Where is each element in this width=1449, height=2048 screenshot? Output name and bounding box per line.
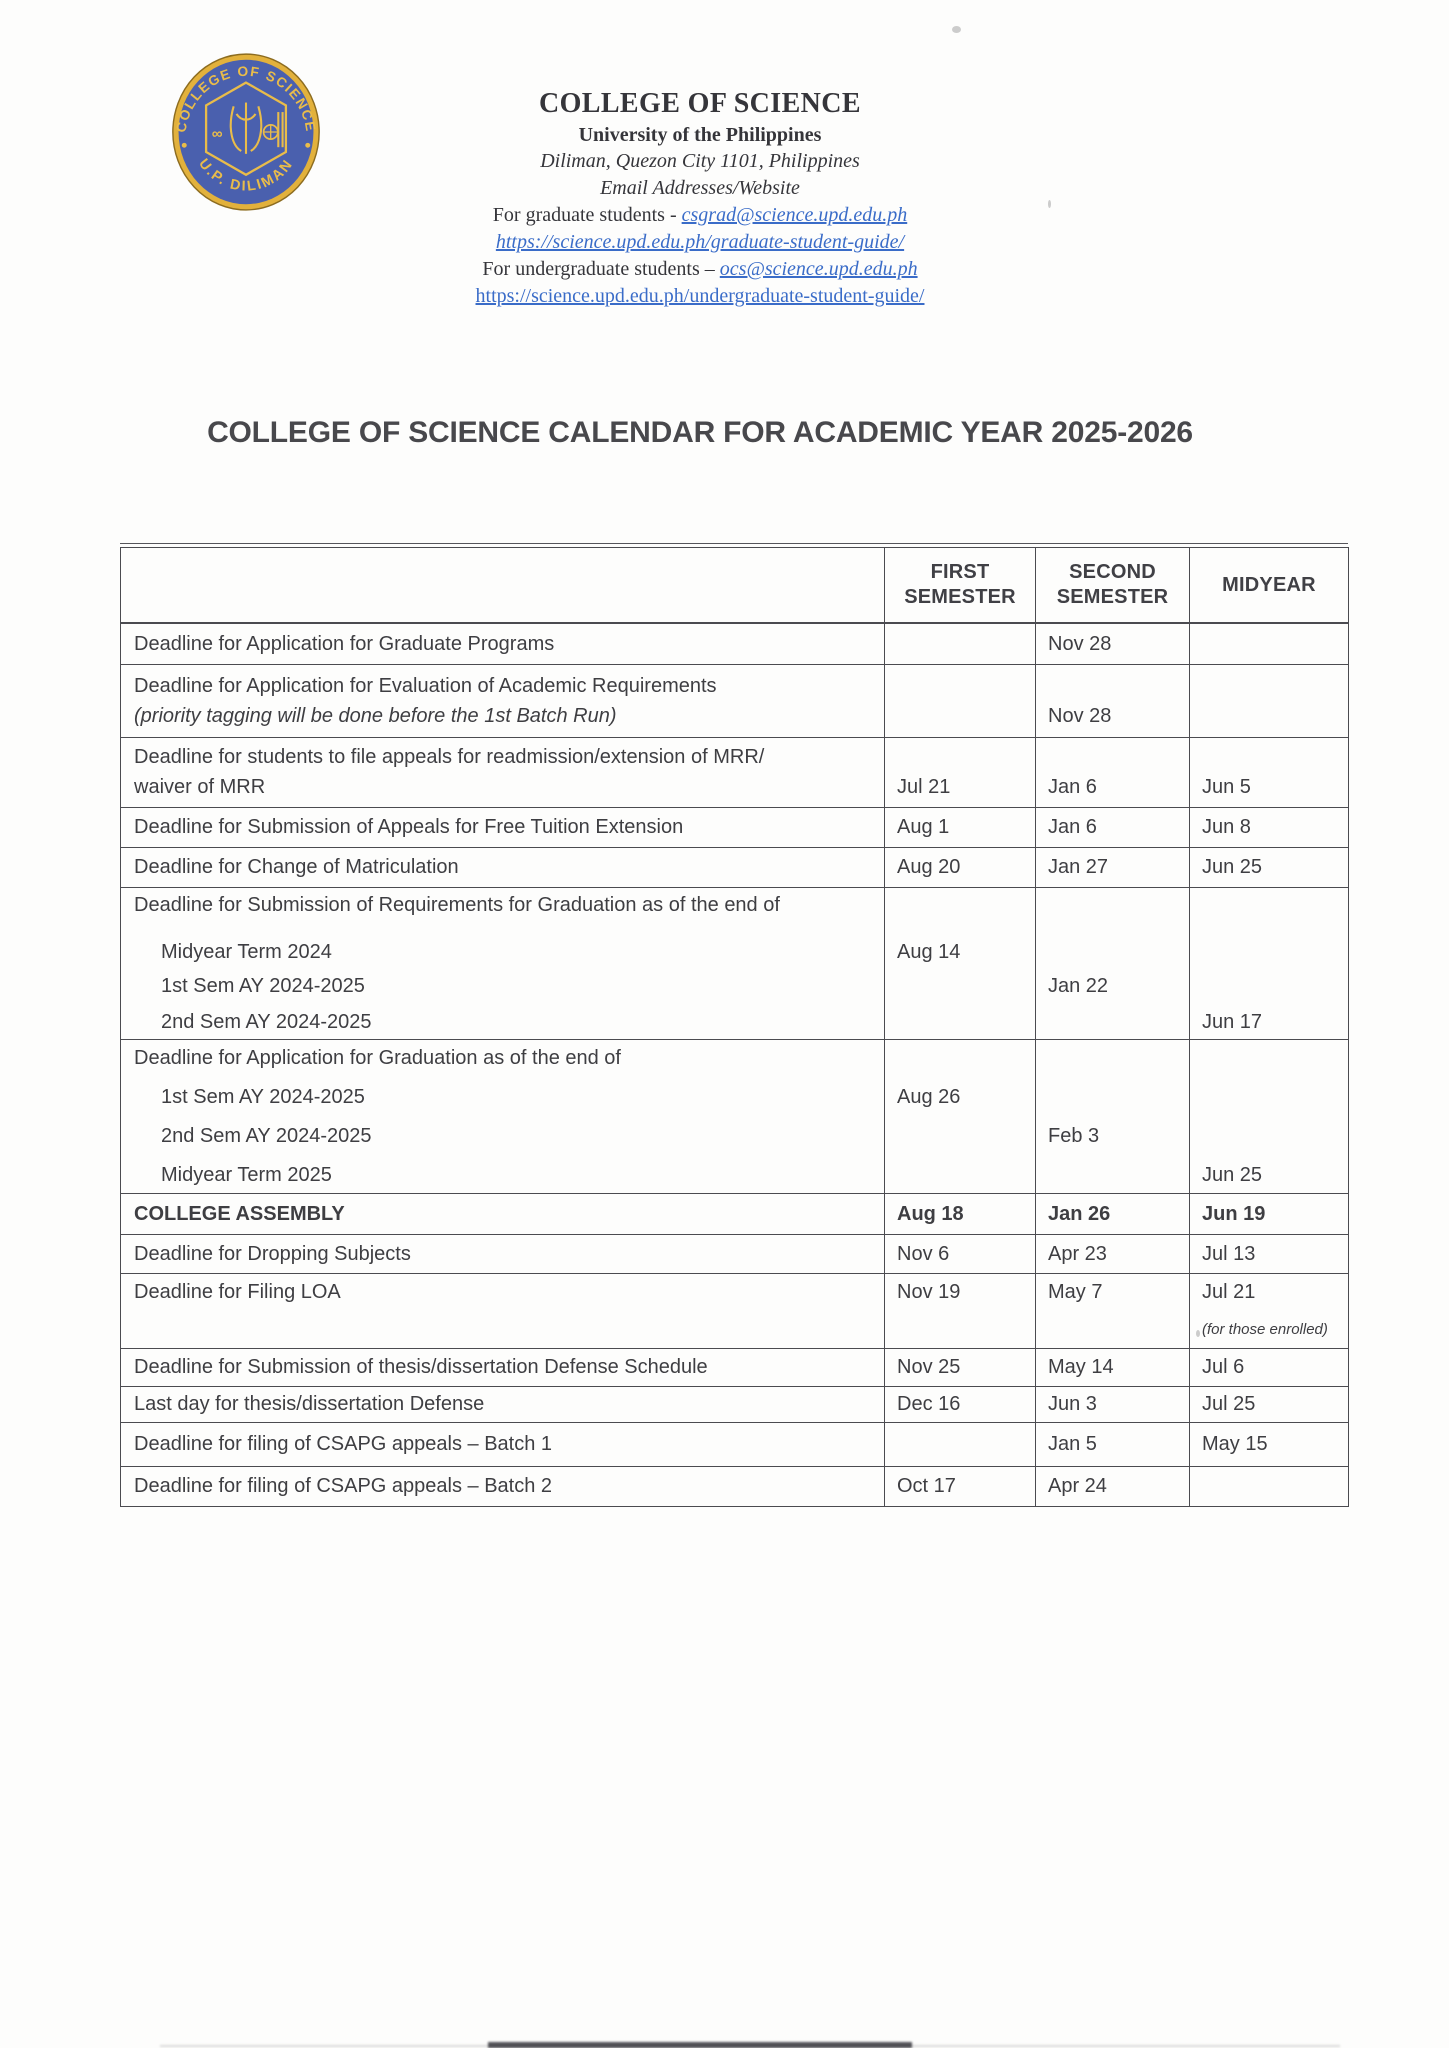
first-semester-date-cell [885,1348,1036,1386]
email-heading: Email Addresses/Website [600,177,800,199]
midyear-date: Jul 25 [1202,1393,1256,1415]
first-semester-date-cell [885,887,1036,1039]
first-semester-date [897,671,1035,701]
second-semester-date [1048,1315,1189,1345]
midyear-date-cell [1190,1234,1349,1273]
letterhead-text-block [0,88,1400,310]
second-semester-date-cell [1036,1039,1190,1193]
midyear-date-cell [1190,887,1349,1039]
midyear-date-cell [1190,847,1349,887]
midyear-date: May 15 [1202,1433,1268,1455]
midyear-date: Jul 6 [1202,1356,1245,1378]
midyear-date [1202,701,1348,731]
second-semester-date [1048,1041,1189,1075]
second-semester-date [1048,935,1189,969]
event-label: Deadline for students to file appeals for readmission/extension of MRR/ [134,746,765,768]
event-label: waiver of MRR [134,776,266,798]
first-semester-date: Nov 25 [897,1356,961,1378]
table-header-row [121,548,1349,624]
midyear-date-cell [1190,1466,1349,1506]
first-semester-date-cell [885,847,1036,887]
event-label: Deadline for Submission of Appeals for Free Tuition Extension [134,816,684,838]
event-label: Last day for thesis/dissertation Defense [134,1393,485,1415]
second-semester-date: Jan 5 [1048,1433,1097,1455]
graduate-email-link[interactable]: csgrad@science.upd.edu.ph [681,204,908,226]
event-label: Deadline for Application for Graduate Programs [134,632,555,655]
event-cell [121,807,885,847]
first-semester-date: Jul 21 [897,776,951,798]
page-title: COLLEGE OF SCIENCE CALENDAR FOR ACADEMIC YEAR 2025-2026 [207,416,1193,449]
event-label: Deadline for Submission of thesis/dissertation Defense Schedule [134,1356,708,1378]
table-row [121,1348,1349,1386]
column-header-first-semester: FIRST SEMESTER [885,548,1036,624]
event-cell [121,1273,885,1348]
scan-speck [1196,1330,1200,1337]
first-semester-date-cell [885,1193,1036,1234]
first-semester-date-cell [885,1039,1036,1193]
second-semester-date-cell [1036,664,1190,737]
first-semester-date [897,701,1035,731]
first-semester-date [897,629,1035,659]
seal-bottom-text: U.P. DILIMAN [195,156,297,195]
first-semester-date [897,1041,1035,1075]
midyear-date: Jul 21 [1202,1280,1256,1303]
undergraduate-email-link[interactable]: ocs@science.upd.edu.ph [719,258,918,280]
midyear-date: (for those enrolled) [1202,1320,1328,1338]
column-header-midyear: MIDYEAR [1190,548,1349,624]
event-cell [121,887,885,1039]
first-semester-date: Aug 18 [897,1202,964,1225]
event-cell [121,847,885,887]
midyear-date-cell [1190,1422,1349,1466]
first-semester-date [897,1315,1035,1345]
event-label: 2nd Sem AY 2024-2025 [161,1124,372,1147]
first-semester-date-cell [885,664,1036,737]
midyear-date [1202,969,1348,1003]
first-semester-date-cell [885,1422,1036,1466]
first-semester-date-cell [885,1273,1036,1348]
first-semester-date: Aug 26 [897,1085,961,1108]
midyear-date [1202,742,1348,772]
table-row [121,847,1349,887]
svg-text:∞: ∞ [211,125,223,143]
event-cell [121,1386,885,1422]
midyear-date-cell [1190,1273,1349,1348]
midyear-date-cell [1190,623,1349,664]
event-cell [121,623,885,664]
first-semester-date-cell [885,1466,1036,1506]
event-cell [121,1193,885,1234]
first-semester-date: Dec 16 [897,1393,961,1415]
event-label: Deadline for Application for Graduation as of the end of [134,1046,621,1069]
event-label: 2nd Sem AY 2024-2025 [161,1010,372,1033]
second-semester-date: Nov 28 [1048,704,1112,727]
midyear-date [1202,888,1348,922]
first-semester-date: Nov 19 [897,1280,961,1303]
scan-artifact-dark-bar [488,2042,912,2048]
event-label: (priority tagging will be done before the 1st Batch Run) [134,704,617,727]
second-semester-date-cell [1036,1234,1190,1273]
second-semester-date-cell [1036,623,1190,664]
event-cell [121,1039,885,1193]
midyear-date [1202,935,1348,969]
midyear-date: Jul 13 [1202,1242,1256,1265]
midyear-date [1202,1080,1348,1114]
event-label: Deadline for Submission of Requirements for Graduation as of the end of [134,893,780,916]
table-row [121,1386,1349,1422]
first-semester-date [897,742,1035,772]
second-semester-date: Apr 23 [1048,1242,1107,1265]
second-semester-date [1048,1005,1189,1039]
event-cell [121,1466,885,1506]
table-row [121,1273,1349,1348]
event-cell [121,1422,885,1466]
midyear-date: Jun 8 [1202,816,1251,838]
first-semester-date: Aug 20 [897,856,961,878]
midyear-date-cell [1190,807,1349,847]
second-semester-date: Feb 3 [1048,1124,1100,1147]
calendar-table-wrapper [120,543,1348,1507]
midyear-date: Jun 25 [1202,1163,1263,1186]
column-header-second-semester: SECOND SEMESTER [1036,548,1190,624]
first-semester-date: Aug 1 [897,816,950,838]
calendar-table [120,547,1349,1507]
second-semester-date-cell [1036,1348,1190,1386]
table-row [121,887,1349,1039]
midyear-date [1202,671,1348,701]
event-label: Deadline for Filing LOA [134,1280,341,1303]
first-semester-date: Nov 6 [897,1242,950,1265]
second-semester-date-cell [1036,1386,1190,1422]
midyear-date: Jun 19 [1202,1202,1266,1225]
first-semester-date [897,1119,1035,1153]
event-label: Deadline for Change of Matriculation [134,856,459,878]
first-semester-date: Oct 17 [897,1475,956,1497]
event-label: Deadline for filing of CSAPG appeals – Batch 1 [134,1433,553,1455]
college-name: COLLEGE OF SCIENCE [538,88,861,119]
midyear-date: Jun 25 [1202,856,1263,878]
event-cell [121,737,885,807]
first-semester-date-cell [885,1386,1036,1422]
event-label: COLLEGE ASSEMBLY [134,1202,345,1225]
undergraduate-guide-url-link[interactable]: https://science.upd.edu.ph/undergraduate-student-guide/ [475,285,925,307]
midyear-date-cell [1190,1039,1349,1193]
table-row [121,1466,1349,1506]
second-semester-date-cell [1036,887,1190,1039]
table-row [121,737,1349,807]
second-semester-date-cell [1036,737,1190,807]
second-semester-date: Jan 27 [1048,856,1109,878]
second-semester-date [1048,1080,1189,1114]
first-semester-date [897,1429,1035,1459]
second-semester-date: Apr 24 [1048,1475,1107,1497]
event-label: Midyear Term 2025 [161,1163,332,1186]
second-semester-date-cell [1036,807,1190,847]
university-name: University of the Philippines [578,124,822,146]
table-row [121,664,1349,737]
second-semester-date-cell [1036,1193,1190,1234]
midyear-date-cell [1190,1386,1349,1422]
table-row [121,1039,1349,1193]
first-semester-date: Aug 14 [897,940,961,963]
graduate-guide-url-link[interactable]: https://science.upd.edu.ph/graduate-student-guide/ [495,231,905,253]
table-row [121,623,1349,664]
address-line: Diliman, Quezon City 1101, Philippines [540,150,860,172]
event-cell [121,664,885,737]
scan-speck [952,26,961,33]
table-row [121,1234,1349,1273]
second-semester-date-cell [1036,1273,1190,1348]
midyear-date-cell [1190,1193,1349,1234]
second-semester-date [1048,888,1189,922]
second-semester-date: Jan 6 [1048,816,1097,838]
event-cell [121,1348,885,1386]
column-header-event [121,548,885,624]
first-semester-date [897,1158,1035,1192]
second-semester-date-cell [1036,847,1190,887]
midyear-date [1202,629,1348,659]
table-row [121,807,1349,847]
midyear-date [1202,1471,1348,1501]
undergraduate-contact-line [0,256,1400,283]
first-semester-date [897,1005,1035,1039]
second-semester-date-cell [1036,1422,1190,1466]
second-semester-date: Jan 26 [1048,1202,1111,1225]
table-row [121,1422,1349,1466]
second-semester-date [1048,1158,1189,1192]
graduate-label: For graduate students - [492,204,682,226]
second-semester-date: Nov 28 [1048,632,1112,655]
second-semester-date: Jan 6 [1048,776,1097,798]
midyear-date [1202,1041,1348,1075]
midyear-date-cell [1190,1348,1349,1386]
midyear-date: Jun 5 [1202,776,1251,798]
first-semester-date-cell [885,737,1036,807]
seal-top-text: COLLEGE OF SCIENCE [173,63,319,134]
first-semester-date [897,888,1035,922]
midyear-date [1202,1119,1348,1153]
second-semester-date: Jun 3 [1048,1393,1097,1415]
second-semester-date [1048,671,1189,701]
event-label: Deadline for Dropping Subjects [134,1242,411,1265]
event-label [134,1315,884,1345]
midyear-date-cell [1190,737,1349,807]
first-semester-date [897,969,1035,1003]
event-label: Deadline for filing of CSAPG appeals – Batch 2 [134,1475,553,1497]
undergraduate-label: For undergraduate students – [482,258,720,280]
second-semester-date: May 7 [1048,1280,1103,1303]
midyear-date-cell [1190,664,1349,737]
table-row [121,1193,1349,1234]
first-semester-date-cell [885,1234,1036,1273]
scan-speck [1048,200,1051,208]
graduate-contact-line [0,202,1400,229]
event-label: 1st Sem AY 2024-2025 [161,974,365,997]
event-label: Midyear Term 2024 [161,940,332,963]
event-label: Deadline for Application for Evaluation of Academic Requirements [134,674,717,697]
event-label: 1st Sem AY 2024-2025 [161,1085,365,1108]
event-cell [121,1234,885,1273]
midyear-date: Jun 17 [1202,1010,1263,1033]
second-semester-date [1048,742,1189,772]
second-semester-date: Jan 22 [1048,974,1109,997]
second-semester-date: May 14 [1048,1356,1114,1378]
first-semester-date-cell [885,807,1036,847]
second-semester-date-cell [1036,1466,1190,1506]
first-semester-date-cell [885,623,1036,664]
